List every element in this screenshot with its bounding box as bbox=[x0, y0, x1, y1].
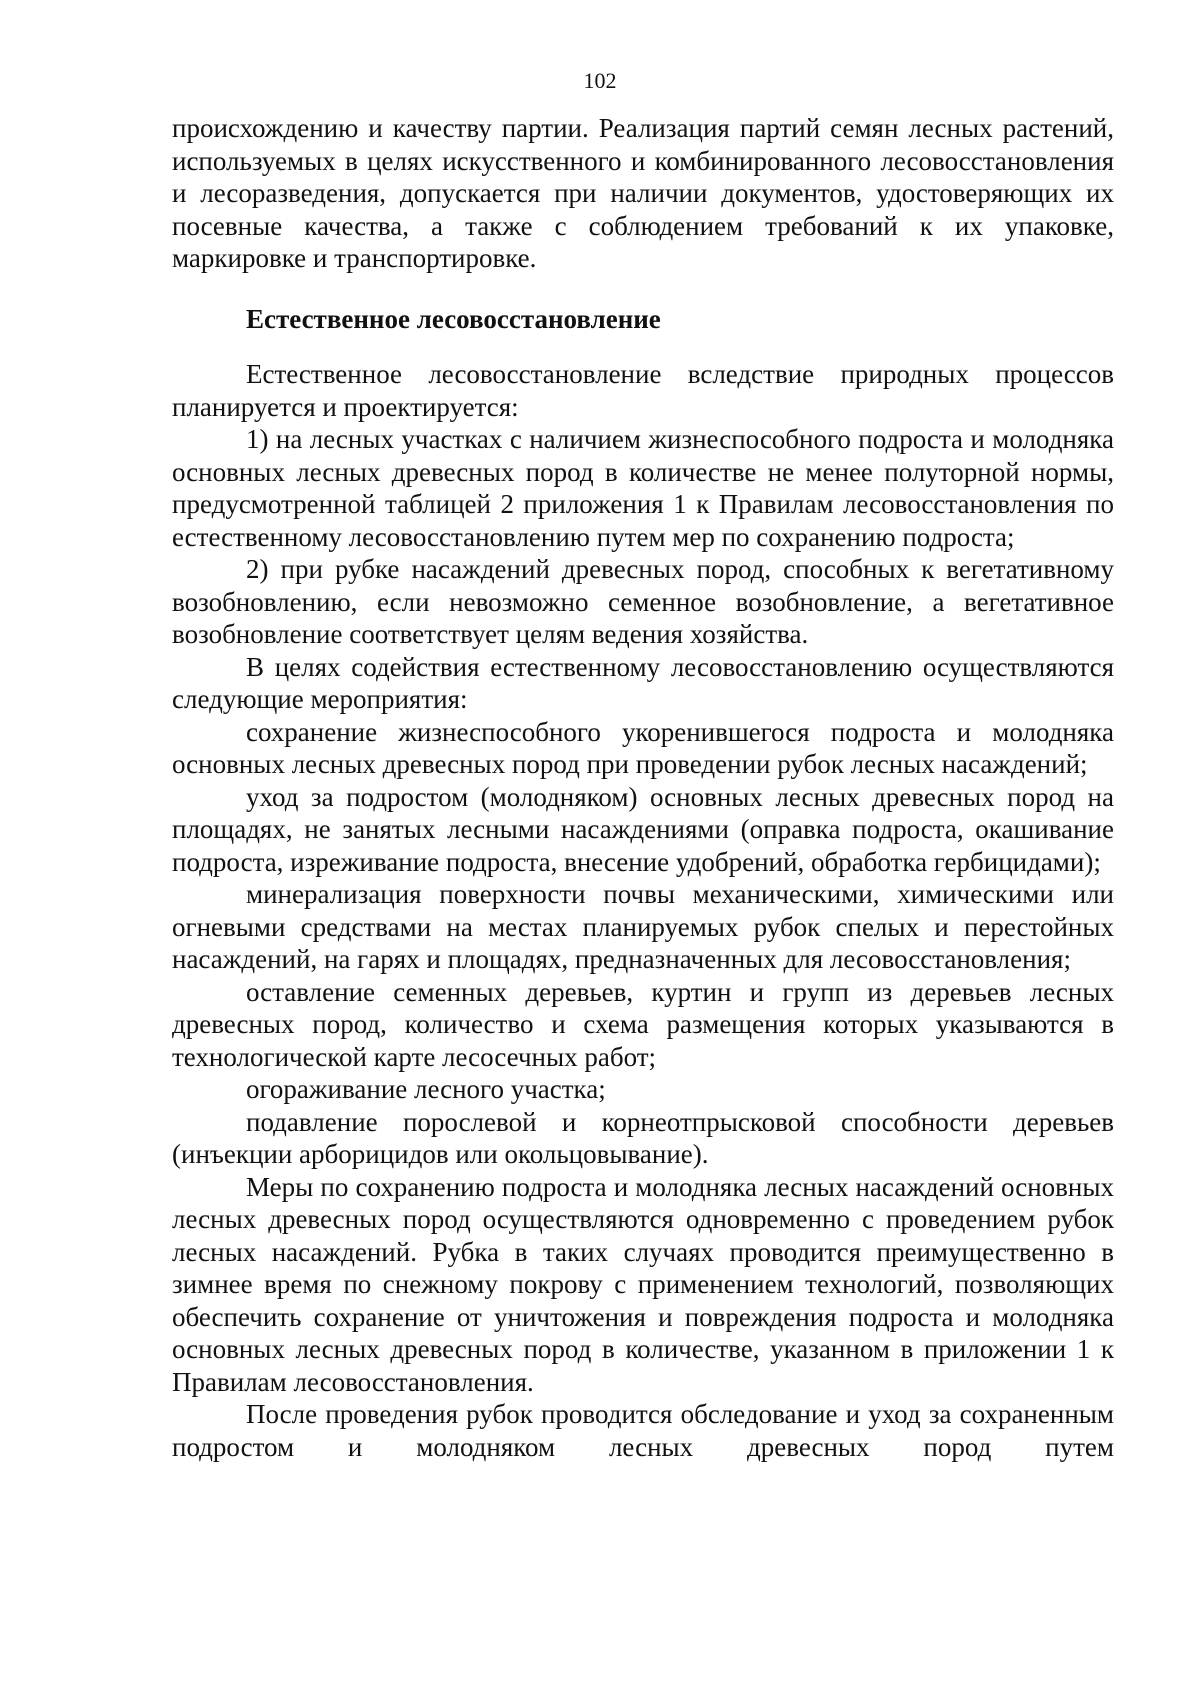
page-number: 102 bbox=[583, 68, 617, 93]
paragraph-continuation: происхождению и качеству партии. Реализация партий семян лесных растений, используемых в целях искусственного и комбинированного лесовосстановления и лесоразведения, допускается при наличии документов, удостоверяющих их посевные качества, а также с соблюдением требований к их упаковке, маркировке и транспортировке. bbox=[172, 113, 1114, 273]
measure-item-mineralization: минерализация поверхности почвы механическими, химическими или огневыми средствами на местах планируемых рубок спелых и перестойных насаждений, на гарях и площадях, предназначенных для лесовосстановления; bbox=[172, 879, 1114, 974]
measure-item-fencing: огораживание лесного участка; bbox=[246, 1074, 606, 1104]
list-item-2: 2) при рубке насаждений древесных пород, способных к вегетативному возобновлению, если невозможно семенное возобновление, а вегетативное возобновление соответствует целям ведения хозяйства. bbox=[172, 554, 1114, 649]
list-item-1: 1) на лесных участках с наличием жизнеспособного подроста и молодняка основных лесных древесных пород в количестве не менее полуторной нормы, предусмотренной таблицей 2 приложения 1 к Правилам лесовосстановления по естественному лесовосстановлению путем мер по сохранению подроста; bbox=[172, 424, 1114, 552]
paragraph-preservation-measures: Меры по сохранению подроста и молодняка лесных насаждений основных лесных древесных пород осуществляются одновременно с проведением рубок лесных насаждений. Рубка в таких случаях проводится преимущественно в зимнее время по снежному покрову с применением технологий, позволяющих обеспечить сохранение от уничтожения и повреждения подроста и молодняка основных лесных древесных пород в количестве, указанном в приложении 1 к Правилам лесовосстановления. bbox=[172, 1171, 1114, 1397]
measure-item-care: уход за подростом (молодняком) основных лесных древесных пород на площадях, не занятых лесными насаждениями (оправка подроста, окашивание подроста, изреживание подроста, внесение удобрений, обработка гербицидами); bbox=[172, 781, 1114, 877]
paragraph-measures-intro: В целях содействия естественному лесовосстановлению осуществляются следующие мероприятия: bbox=[172, 651, 1114, 714]
document-body bbox=[172, 112, 1114, 1463]
section-heading: Естественное лесовосстановление bbox=[246, 303, 661, 334]
paragraph-after-felling: После проведения рубок проводится обследование и уход за сохраненным подростом и молодняком лесных древесных пород путем bbox=[172, 1399, 1114, 1462]
measure-item-preservation: сохранение жизнеспособного укоренившегося подроста и молодняка основных лесных древесных пород при проведении рубок лесных насаждений; bbox=[172, 716, 1114, 779]
measure-item-suppression: подавление порослевой и корнеотпрысковой способности деревьев (инъекции арборицидов или окольцовывание). bbox=[172, 1106, 1114, 1169]
measure-item-seed-trees: оставление семенных деревьев, куртин и групп из деревьев лесных древесных пород, количество и схема размещения которых указываются в технологической карте лесосечных работ; bbox=[172, 976, 1114, 1072]
paragraph-natural-regeneration-intro: Естественное лесовосстановление вследствие природных процессов планируется и проектируется: bbox=[172, 359, 1114, 422]
